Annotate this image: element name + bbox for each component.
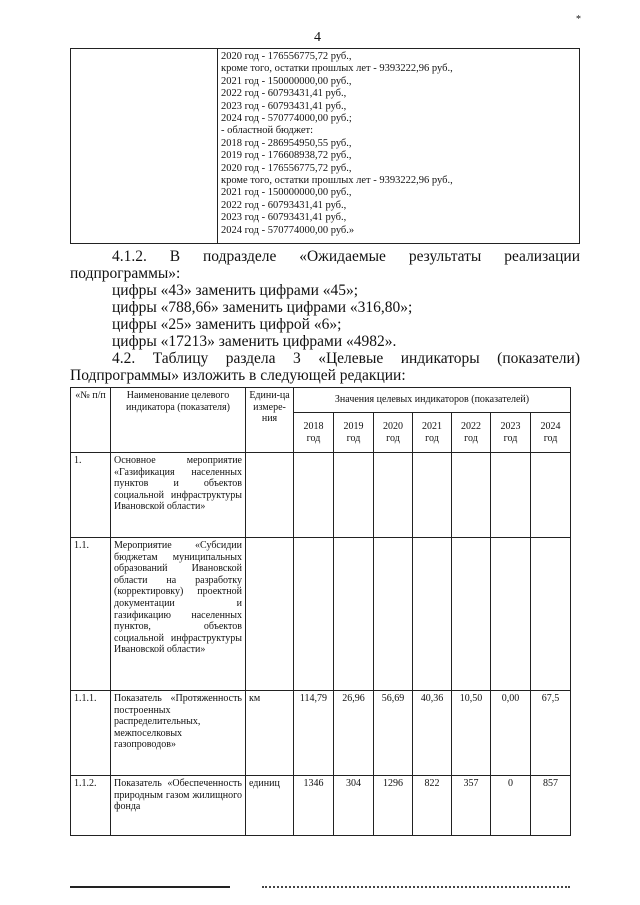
financing-line: кроме того, остатки прошлых лет - 9393222,96 руб., <box>221 63 453 75</box>
row-value <box>491 538 531 691</box>
header-year: 2019 год <box>334 413 374 453</box>
financing-label-cell <box>71 49 218 244</box>
paragraph-line: Подпрограммы» изложить в следующей редакции: <box>70 367 406 384</box>
row-value <box>374 453 413 538</box>
indicators-table <box>70 387 571 836</box>
row-value <box>334 453 374 538</box>
row-value <box>294 453 334 538</box>
financing-table <box>70 48 580 244</box>
replacement-3: цифры «25» заменить цифрой «6»; <box>112 316 342 333</box>
financing-line: 2020 год - 176556775,72 руб., <box>221 162 352 174</box>
page-number: 4 <box>314 30 321 45</box>
financing-line: 2019 год - 176608938,72 руб., <box>221 150 352 162</box>
bottom-rule <box>70 886 230 888</box>
paragraph-line: 4.1.2. В подразделе «Ожидаемые результаты реализации <box>112 248 580 265</box>
table-row <box>71 453 571 538</box>
header-year: 2021 год <box>413 413 452 453</box>
row-number: 1. <box>71 453 111 538</box>
row-value: 0 <box>491 776 531 836</box>
row-value: 56,69 <box>374 691 413 776</box>
financing-line: 2021 год - 150000000,00 руб., <box>221 75 352 87</box>
row-number: 1.1.2. <box>71 776 111 836</box>
financing-line: 2023 год - 60793431,41 руб., <box>221 212 347 224</box>
financing-values-cell <box>218 49 580 244</box>
header-year: 2023 год <box>491 413 531 453</box>
financing-line: 2024 год - 570774000,00 руб.; <box>221 113 352 125</box>
row-value <box>531 538 571 691</box>
row-unit <box>246 538 294 691</box>
financing-line: 2022 год - 60793431,41 руб., <box>221 199 347 211</box>
header-year: 2018 год <box>294 413 334 453</box>
row-value <box>452 453 491 538</box>
table-row <box>71 776 571 836</box>
header-name: Наименование целевого индикатора (показателя) <box>111 388 246 453</box>
row-unit: км <box>246 691 294 776</box>
row-value: 0,00 <box>491 691 531 776</box>
row-value <box>491 453 531 538</box>
row-value <box>294 538 334 691</box>
financing-line: 2022 год - 60793431,41 руб., <box>221 88 347 100</box>
replacement-1: цифры «43» заменить цифрами «45»; <box>112 282 359 299</box>
row-name: Показатель «Протяженность построенных распределительных, межпоселковых газопроводов» <box>111 691 246 776</box>
row-unit <box>246 453 294 538</box>
header-year: 2022 год <box>452 413 491 453</box>
corner-mark: * <box>576 14 581 25</box>
paragraph-4-2 <box>70 350 580 367</box>
row-name: Мероприятие «Субсидии бюджетам муниципальных образований Ивановской области на разработку (корректировку) проектной документации и газификацию населенных пунктов, объектов социальной инфраструктуры Ивановской области» <box>111 538 246 691</box>
row-value: 114,79 <box>294 691 334 776</box>
paragraph-line: подпрограммы»: <box>70 265 181 282</box>
financing-line: 2023 год - 60793431,41 руб., <box>221 100 347 112</box>
row-value: 40,36 <box>413 691 452 776</box>
row-name: Основное мероприятие «Газификация населенных пунктов и объектов социальной инфраструктуры Ивановской области» <box>111 453 246 538</box>
row-value: 304 <box>334 776 374 836</box>
table-row <box>71 691 571 776</box>
row-value: 1296 <box>374 776 413 836</box>
header-year: 2024 год <box>531 413 571 453</box>
header-year: 2020 год <box>374 413 413 453</box>
header-values: Значения целевых индикаторов (показателей) <box>294 388 571 413</box>
bottom-dotted-rule <box>262 886 570 888</box>
replacement-2: цифры «788,66» заменить цифрами «316,80»; <box>112 299 413 316</box>
row-value: 10,50 <box>452 691 491 776</box>
header-unit: Едини-ца измере-ния <box>246 388 294 453</box>
row-name: Показатель «Обеспеченность природным газом жилищного фонда <box>111 776 246 836</box>
financing-line: 2018 год - 286954950,55 руб., <box>221 137 352 149</box>
row-value <box>452 538 491 691</box>
row-value: 67,5 <box>531 691 571 776</box>
row-value: 822 <box>413 776 452 836</box>
row-value <box>413 453 452 538</box>
row-value: 357 <box>452 776 491 836</box>
row-value <box>374 538 413 691</box>
financing-line: кроме того, остатки прошлых лет - 9393222,96 руб., <box>221 175 453 187</box>
financing-line: 2024 год - 570774000,00 руб.» <box>221 224 355 236</box>
row-value: 26,96 <box>334 691 374 776</box>
row-unit: единиц <box>246 776 294 836</box>
financing-line: 2021 год - 150000000,00 руб., <box>221 187 352 199</box>
financing-line: 2020 год - 176556775,72 руб., <box>221 51 352 62</box>
row-number: 1.1.1. <box>71 691 111 776</box>
row-value <box>334 538 374 691</box>
header-num: «№ п/п <box>71 388 111 453</box>
paragraph-line: 4.2. Таблицу раздела 3 «Целевые индикаторы (показатели) <box>112 350 580 367</box>
financing-line: - областной бюджет: <box>221 125 313 137</box>
row-value: 857 <box>531 776 571 836</box>
row-value: 1346 <box>294 776 334 836</box>
replacement-4: цифры «17213» заменить цифрами «4982». <box>112 333 397 350</box>
table-row <box>71 538 571 691</box>
row-number: 1.1. <box>71 538 111 691</box>
row-value <box>413 538 452 691</box>
row-value <box>531 453 571 538</box>
paragraph-4-1-2 <box>70 248 580 265</box>
